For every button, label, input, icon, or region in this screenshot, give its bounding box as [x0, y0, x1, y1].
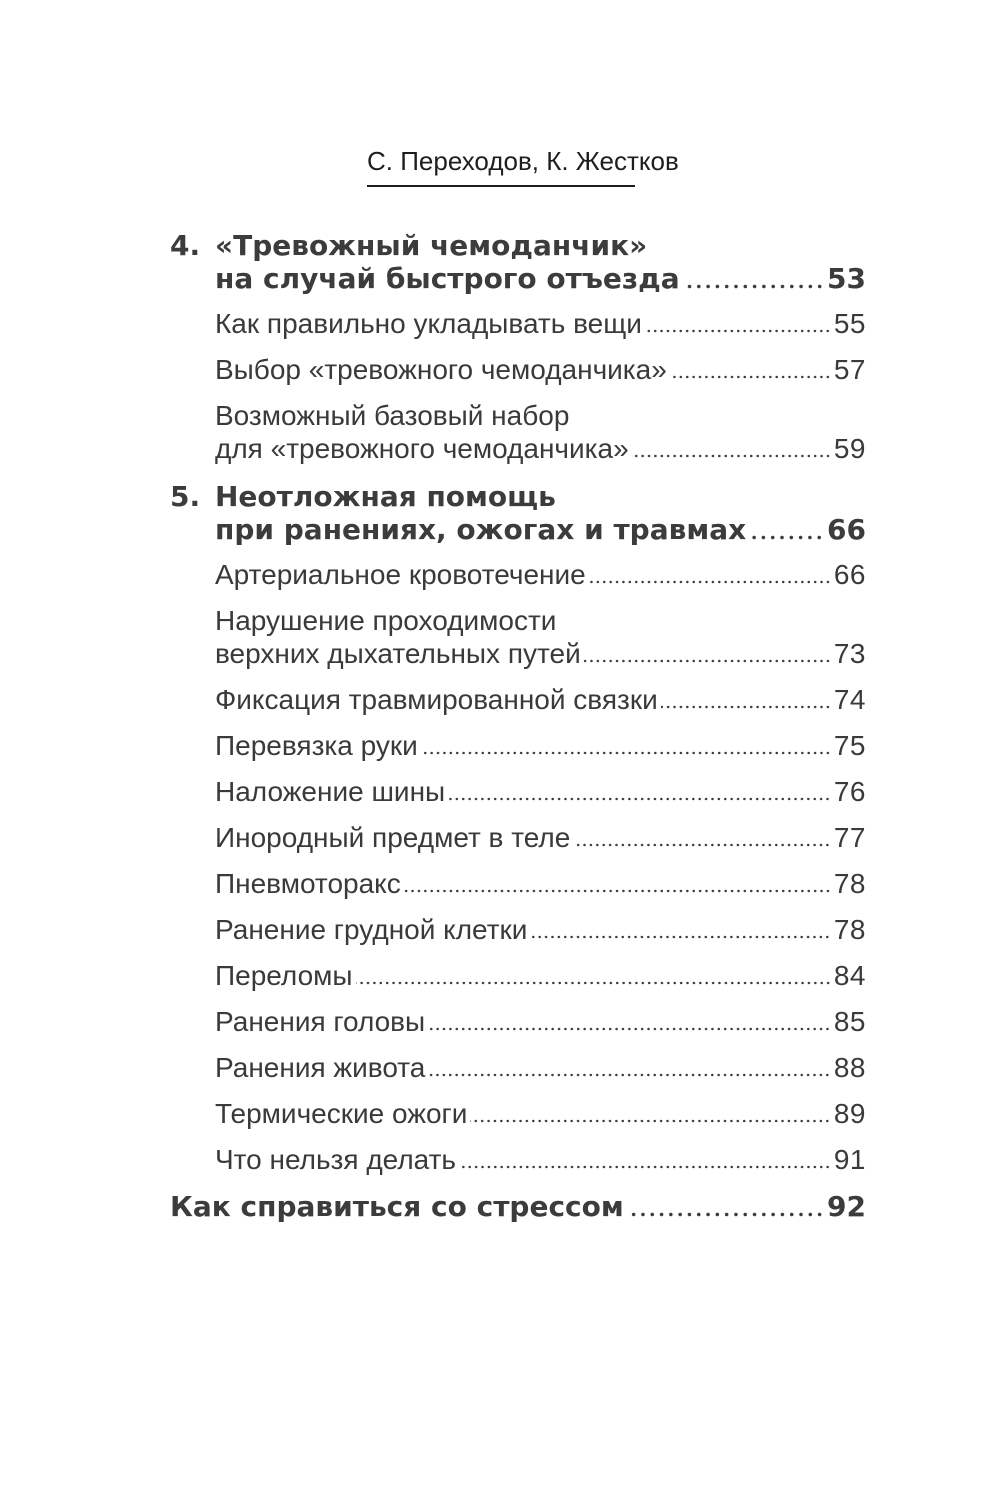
toc-entry-title: Ранение грудной клетки — [215, 914, 528, 945]
toc-entry-page: 89 — [833, 1098, 866, 1129]
dot-leader — [404, 889, 831, 893]
toc-entry[interactable] — [215, 1144, 866, 1176]
dot-leader — [428, 1027, 831, 1031]
chapter-5-title-line1: Неотложная помощь — [215, 480, 556, 513]
toc-entry-page: 85 — [833, 1006, 866, 1037]
dot-leader — [683, 284, 824, 289]
toc-entry-page: 74 — [833, 684, 866, 715]
dot-leader — [356, 981, 831, 985]
dot-leader — [589, 580, 831, 584]
toc-entry[interactable] — [215, 914, 866, 946]
toc-entry[interactable] — [215, 730, 866, 762]
toc-entry[interactable] — [215, 354, 866, 386]
final-section-entry[interactable] — [170, 1190, 866, 1223]
toc-entry-title-line1: Нарушение проходимости — [215, 605, 557, 636]
chapter-5-title-line2: при ранениях, ожогах и травмах — [215, 513, 747, 546]
chapter-4-title-line2: на случай быстрого отъезда — [215, 262, 680, 295]
toc-entry[interactable] — [215, 433, 866, 465]
toc-entry-title-line1: Возможный базовый набор — [215, 400, 570, 431]
toc-entry[interactable] — [215, 1052, 866, 1084]
toc-entry-page: 76 — [833, 776, 866, 807]
toc-entry-title: Что нельзя делать — [215, 1144, 457, 1175]
toc-entry-title: Ранения живота — [215, 1052, 426, 1083]
toc-entry-title: Переломы — [215, 960, 353, 991]
dot-leader — [448, 797, 831, 801]
toc-entry-title: Инородный предмет в теле — [215, 822, 571, 853]
toc-entry-title-line2: для «тревожного чемоданчика» — [215, 433, 629, 464]
toc-entry-title: Перевязка руки — [215, 730, 418, 761]
toc-entry-title-line2: верхних дыхательных путей — [215, 638, 581, 669]
chapter-4-page: 53 — [827, 262, 866, 295]
toc-entry-title: Ранения головы — [215, 1006, 426, 1037]
dot-leader — [645, 329, 831, 333]
toc-entry-page: 55 — [833, 308, 866, 339]
toc-entry[interactable] — [215, 1006, 866, 1038]
toc-entry[interactable] — [215, 776, 866, 808]
dot-leader — [530, 935, 830, 939]
dot-leader — [627, 1212, 824, 1217]
dot-leader — [421, 751, 831, 755]
toc-entry-title: Как правильно укладывать вещи — [215, 308, 642, 339]
chapter-5-number: 5. — [170, 480, 201, 513]
dot-leader — [632, 454, 831, 458]
dot-leader — [661, 705, 831, 709]
toc-entry-title: Артериальное кровотечение — [215, 559, 586, 590]
chapter-5-page: 66 — [827, 513, 866, 546]
toc-entry[interactable] — [215, 822, 866, 854]
toc-entry-page: 88 — [833, 1052, 866, 1083]
chapter-4-title-line1: «Тревожный чемоданчик» — [215, 229, 648, 262]
toc-entry[interactable] — [215, 638, 866, 670]
running-header-authors: С. Переходов, К. Жестков — [367, 146, 679, 176]
toc-entry-page: 59 — [833, 433, 866, 464]
toc-entry-page: 78 — [833, 914, 866, 945]
dot-leader — [749, 535, 824, 540]
toc-entry-page: 77 — [833, 822, 866, 853]
toc-entry[interactable] — [215, 960, 866, 992]
toc-entry-title: Термические ожоги — [215, 1098, 468, 1129]
final-section-page: 92 — [827, 1190, 866, 1223]
chapter-5-entry[interactable] — [215, 513, 866, 546]
toc-entry[interactable] — [215, 1098, 866, 1130]
dot-leader — [459, 1165, 831, 1169]
toc-entry-page: 73 — [833, 638, 866, 669]
toc-entry-page: 66 — [833, 559, 866, 590]
toc-entry-title: Выбор «тревожного чемоданчика» — [215, 354, 667, 385]
toc-entry-title: Пневмоторакс — [215, 868, 401, 899]
toc-entry-page: 57 — [833, 354, 866, 385]
dot-leader — [670, 375, 831, 379]
chapter-4-entry[interactable] — [215, 262, 866, 295]
toc-entry-page: 75 — [833, 730, 866, 761]
toc-entry[interactable] — [215, 684, 866, 716]
chapter-4-number: 4. — [170, 229, 201, 262]
toc-entry[interactable] — [215, 559, 866, 591]
toc-entry-page: 91 — [833, 1144, 866, 1175]
toc-entry[interactable] — [215, 308, 866, 340]
toc-entry-title: Фиксация травмированной связки — [215, 684, 658, 715]
toc-entry[interactable] — [215, 868, 866, 900]
toc-entry-page: 78 — [833, 868, 866, 899]
final-section-title: Как справиться со стрессом — [170, 1190, 624, 1223]
toc-entry-title: Наложение шины — [215, 776, 446, 807]
dot-leader — [573, 843, 831, 847]
dot-leader — [584, 659, 831, 663]
dot-leader — [470, 1119, 830, 1123]
dot-leader — [428, 1073, 830, 1077]
toc-entry-page: 84 — [833, 960, 866, 991]
